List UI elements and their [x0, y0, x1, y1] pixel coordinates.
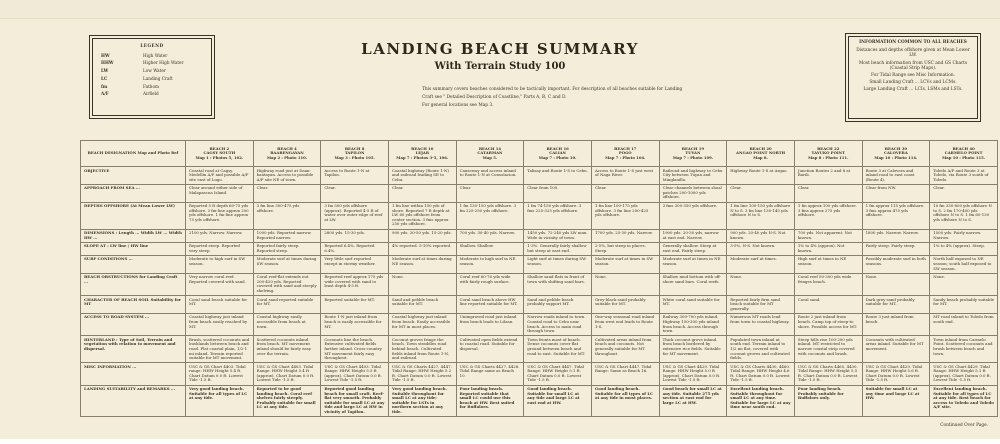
table-cell: USC & GS Charts 4427, 4447. Tidal Range: HHW Height 5.2 ft. Chart Datum 0.0 ft. Lowest Tide -1.5 ft. — [388, 363, 456, 385]
table-cell: Generally shallow. Steep at east end. Fairly steep. — [659, 242, 727, 255]
table-cell: 1000 yds. Reported narrow. Reported narrow. — [253, 229, 321, 242]
table-cell: Access to Route 1-S just west of Naga River. — [591, 167, 659, 185]
table-cell: Reported 6.4%. Reported 6.4%. — [321, 242, 389, 255]
beach-header — [456, 141, 524, 167]
table-cell: Reported good landing beach for small craft. Reef-flat very smooth. Probably suitable for small LC at any tide and large LC at HW in vicinity of Tapilon. — [321, 385, 389, 417]
row-label: LANDING SUITABILITY and REMARKS ... — [81, 385, 186, 417]
table-cell: 4% reported. 5-10% reported. — [388, 242, 456, 255]
table-row — [81, 273, 998, 295]
table-cell: Talisay and Route 1-S to Cebu. — [524, 167, 592, 185]
page-subtitle: With Terrain Study 100 — [434, 61, 566, 72]
table-cell: One-way seasonal road inland from west end leads to Route 1-S. — [591, 313, 659, 335]
row-label: CHARACTER OF BEACH SOIL Suitability for MT — [81, 296, 186, 314]
table-cell: Route 3 at Calovera and inland road to east coast (Route 4). — [862, 167, 930, 185]
table-cell: Town inland from Carmelo Point. Scattered coconuts and brush between beach and town. — [930, 336, 998, 363]
table-row — [81, 167, 998, 185]
table-cell: 1% to 4% (approx). Steep. — [930, 242, 998, 255]
table-cell: USC & GS Charts 4465, 4430. Tidal Range: HHW Height 5.5 ft. Chart Datum 0.0 ft. Lowest Tide -1.5 ft. — [794, 363, 862, 385]
table-cell: Shallow sand flats in front of town with shifting sand bars. — [524, 273, 592, 295]
table-cell: Coral sand reported suitable for MT. — [253, 296, 321, 314]
table-cell: 1 fm line within 150 yds of shore. Reported 7 ft depth at LW 60 yds offshore from center section. 3 fms approx 250 yds offshore. — [388, 202, 456, 229]
table-cell: Coastal highway just inland from beach easily reached by MT. — [186, 313, 254, 335]
table-cell: Reported to be good landing beach. Coral reef shelves fairly steeply. Probably suitable for small LC at any tide. — [253, 385, 321, 417]
legend-abbr: LW — [101, 68, 109, 74]
row-label: BEACH OBSTRUCTIONS for Landing Craft ... — [81, 273, 186, 295]
beach-header — [930, 141, 998, 167]
beach-name: BEACH 40 — [952, 145, 975, 151]
table-cell: Poor landing beach. Reported suitable that small LC could use this beach at HW. Best suited for Buffaloes. — [456, 385, 524, 417]
table-cell: Very little surf reported except in stormy weather. — [321, 255, 389, 273]
row-label: SLOPE AT : LW line / HW line — [81, 242, 186, 255]
table-cell: 2800 yds. 15-30 yds. — [321, 229, 389, 242]
table-cell: Brush, scattered coconuts and bushlands between beach and road. Flat coastal plain, 1/2-1 mi inland. Terrain reported suitable for MT movement. — [186, 336, 254, 363]
table-cell: Highway road just at Daan-bantayan. Access to possible A/F site NE of town. — [253, 167, 321, 185]
table-row — [81, 296, 998, 314]
table-cell: None. — [591, 273, 659, 295]
table-cell: Coconut groves fringe the beach. Town straddles road behind beach. Cultivated fields inland from Route 1-N, and railroad. — [388, 336, 456, 363]
table-cell: 3 fm 500 yds offshore (approx). Reported 4-5 ft of water over outer edge of reef at LW. — [321, 202, 389, 229]
table-cell: Shallow. Shallow. — [456, 242, 524, 255]
table-cell: 900 yds. 20-40 yds N-S. Not known. — [727, 229, 795, 242]
table-cell: USC & GS Chart 4429. Tidal Range: HHW Height 5.1 ft (approx). Chart Datum 0.0 ft. Lowest Tide -1.5 ft. — [930, 363, 998, 385]
table-cell: Good landing beach. Suitable for all types of LC at any tide in most places. — [591, 385, 659, 417]
row-label: ACCESS TO ROAD SYSTEM ... — [81, 313, 186, 335]
table-cell: Numerous MT roads lead from town to coastal highway. — [727, 313, 795, 335]
beach-header — [727, 141, 795, 167]
table-cell: 700 yds. Not apparent. Not known. — [794, 229, 862, 242]
table-cell: Moderate to high surf in SW season. — [186, 255, 254, 273]
beach-header — [794, 141, 862, 167]
table-cell: 1700 yds. 25-30 yds. Narrow. — [591, 229, 659, 242]
beach-name: BEACH 19 — [681, 145, 705, 151]
table-cell: Moderate surf at times in SW season. — [591, 255, 659, 273]
table-cell: USC & GS Charts 4430, 4460. Tidal Range: HHW Height 4.6 ft. Chart Datum 0.0 ft. Lowest Tide -1.5 ft. — [727, 363, 795, 385]
info-line: Distances and depths offshore given at Mean Lower LW. — [856, 48, 970, 59]
info-line: Most beach information from USC and GS Charts (Coastal Strip Maps). — [858, 60, 968, 71]
beach-name: BEACH 22 — [817, 145, 840, 151]
table-cell: Clear. — [456, 184, 524, 202]
table-cell: 3 fms 300-350 yds offshore. — [659, 202, 727, 229]
table-cell: Coral sand beach above HW line reported suitable for MT. — [456, 296, 524, 314]
table-cell: Clear. — [591, 184, 659, 202]
row-label: DEPTHS OFFSHORE (At Mean Lower LW) — [81, 202, 186, 229]
table-cell: Clear around either side of Malapascua Island. — [186, 184, 254, 202]
table-cell: Good landing beach. Suitable for small LC at any tide and large LC at east end at HW. — [524, 385, 592, 417]
table-cell: Clear. — [253, 184, 321, 202]
beach-name: BEACH 4 — [277, 145, 297, 151]
table-cell: Coastal highway easily accessible from beach at town. — [253, 313, 321, 335]
table-cell: 1 fm line 100-175 yds offshore. 3 fm line 200-425 yds offshore. — [591, 202, 659, 229]
table-cell: None. — [388, 273, 456, 295]
table-cell: Coastal highway (Route 1-N) and railroad leading SE to Cebu. — [388, 167, 456, 185]
table-cell: Coral sand beach suitable for MT. — [186, 296, 254, 314]
beach-header — [253, 141, 321, 167]
table-cell: 1800 yds. Narrow. Narrow. — [862, 229, 930, 242]
legend-desc: High Water — [143, 52, 168, 58]
table-cell: Cultivated open fields extend to coastal road. Suitable for dispersal. — [456, 336, 524, 363]
beach-header — [186, 141, 254, 167]
table-cell: Junction Routes 2 and 8 at Barili. — [794, 167, 862, 185]
beach-ref: Map 10 : Photo 114. — [874, 154, 918, 160]
table-cell: 1 fm approx 115 yds offshore. 3 fms approx 475 yds offshore. — [862, 202, 930, 229]
row-label: DIMENSIONS : Length ... Width LW ... Width HW ... — [81, 229, 186, 242]
beach-place: TAPILON — [344, 150, 365, 156]
beach-header — [524, 141, 592, 167]
beach-header — [388, 141, 456, 167]
row-label: HINTERLAND : Type of Soil, Terrain and vegetation with relation to movement and dispersal. — [81, 336, 186, 363]
table-cell: Very narrow coral reef. Reported covered with sand. — [186, 273, 254, 295]
table-body — [81, 167, 998, 417]
beach-place: CATARMAN — [477, 150, 503, 156]
table-row — [81, 255, 998, 273]
beach-place: BAARENGAYAN — [270, 150, 304, 156]
row-label: OBJECTIVE — [81, 167, 186, 185]
beach-ref: Map 7 : Photo 10. — [538, 154, 577, 160]
table-cell: Town fronts most of beach. Dense coconuts cover flat ground between beach and road to east. Suitable for MT. — [524, 336, 592, 363]
table-cell: Coral reef-flat extends out 200-420 yds. Reported covered with sand and steeply shelving. — [253, 273, 321, 295]
table-cell: Clear. — [321, 184, 389, 202]
table-cell: Sandy beach probably suitable for MT. — [930, 296, 998, 314]
info-title: INFORMATION COMMON TO ALL BEACHES — [859, 40, 967, 45]
beach-ref: Map 7 : Photo 109. — [672, 154, 714, 160]
beach-place: ANGAO POINT NORTH — [736, 150, 786, 156]
table-cell: Coconuts with cultivated areas inland. Suitable for MT movement. — [862, 336, 930, 363]
table-area — [80, 0, 998, 429]
table-cell: Scattered coconuts inland from beach. MT movement inland should be fairly easy over the terrain. — [253, 336, 321, 363]
beach-name: BEACH 10 — [411, 145, 434, 151]
table-cell: Coral sand. — [794, 296, 862, 314]
table-cell: Sand and pebble beach probably support MT. — [524, 296, 592, 314]
legend-abbr: HHW — [101, 60, 114, 66]
table-cell: USC & GS Chart 4403. Tidal range: HHW Height 5.4 ft. Chart Datum 0.0 ft. Lowest Tide -1.5 ft. — [186, 363, 254, 385]
table-cell: 2-5%, but steep in places. Steep. — [591, 242, 659, 255]
beach-name: BEACH 17 — [614, 145, 637, 151]
table-cell: Access to Route 1-N at Tapilon. — [321, 167, 389, 185]
table-row — [81, 229, 998, 242]
beach-ref: Map 7 : Photo 104. — [605, 154, 646, 160]
table-cell: Reported 5 ft depth 60-75 yds offshore. 3 fm-line approx 200 yds offshore. 1 fm-line approx 75 yds offshore. — [186, 202, 254, 229]
beach-ref: Map 8. — [753, 154, 768, 160]
table-cell: USC & GS Chart 4403. Tidal Range: HHW Height 5.4 ft (approx). Chart Datum 0.0 ft. Lowest Tide -1.5 ft. — [253, 363, 321, 385]
table-cell: MT road inland to Toledo from south end. — [930, 313, 998, 335]
table-cell: Very good landing beach. Suitable throughout for small LC at any tide; suitable for LSTs in northern section at any tide. — [388, 385, 456, 417]
table-cell: Route 2 just inland from beach. Camp top of steep-to shore. Possible access for MT. — [794, 313, 862, 335]
beach-name: BEACH 20 — [749, 145, 772, 151]
table-cell: USC & GS Chart 4447. Tidal Range: HHW Height 5.1 ft. Chart Datum 0.0 ft. Lowest Tide -1.5 ft. — [524, 363, 592, 385]
table-cell: Excellent landing beach. Suitable for all types of LC at any tide. Best beach for access to Toledo and Toledo A/F site. — [930, 385, 998, 417]
table-cell: Moderate to high surf in NE season. — [456, 255, 524, 273]
beach-header — [862, 141, 930, 167]
table-cell: 10 fm 330-800 yds offshore N to S. 2 fm 170-400 yds offshore N to S. 1 fm 60-130 yds offshore N to S. — [930, 202, 998, 229]
table-cell: White coral sand suitable for MT. — [659, 296, 727, 314]
table-cell: USC & GS Chart 4447. Tidal Range: Same as Beach 16. — [591, 363, 659, 385]
note-line: For general locations see Map 3. — [422, 103, 494, 108]
table-cell: Clear. — [727, 184, 795, 202]
table-cell: 3 fm line 300-475 yds offshore. — [253, 202, 321, 229]
beach-ref: Map 2 : Photo 110. — [266, 154, 308, 160]
table-cell: Moderate surf at times during SW season. — [253, 255, 321, 273]
table-cell: 1 fm line 100-150 yds offshore N to S. 3 fm line 130-145 yds offshore N to S. — [727, 202, 795, 229]
beach-ref: Map 7 : Photos 3-5, 106. — [396, 154, 449, 160]
legend-desc: Landing Craft — [143, 75, 173, 81]
table-cell: Highway Route 1-S at Argao. — [727, 167, 795, 185]
table-cell: Unimproved road just inland from beach leads to Liloan. — [456, 313, 524, 335]
table-cell: Sand and pebble beach suitable for MT. — [388, 296, 456, 314]
beach-summary-table — [80, 140, 998, 417]
table-cell: Shallow mud bottom with off-shore sand bars. Coral reefs. — [659, 273, 727, 295]
legend-abbr: fm — [101, 83, 108, 89]
page-title: LANDING BEACH SUMMARY — [361, 40, 639, 58]
table-cell: Populated town inland at south end. Terrain inland to 1/2 mi flat, covered with coconut groves and cultivated fields. — [727, 336, 795, 363]
table-cell: USC & GS Chart 4429. Tidal Range: HHW Height 5.6 ft. Chart Datum 0.0 ft. Lowest Tide -1.5 ft. — [862, 363, 930, 385]
note-line: Craft see " Detailed Description of Coastline," Parts A, B, C and D. — [422, 95, 567, 100]
table-cell: Clear from NW. — [862, 184, 930, 202]
table-cell: Moderate surf at times during NE season. — [388, 255, 456, 273]
table-cell: Coral reef 60-76 yds wide with fairly rough surface. — [456, 273, 524, 295]
table-cell: Moderate surf at times in NE season. — [659, 255, 727, 273]
table-cell: Causeway and access inland to Route 1-N at Consolacion. — [456, 167, 524, 185]
table-cell: Dark grey sand probably suitable for MT. — [862, 296, 930, 314]
beach-place: TUYAN — [685, 150, 701, 156]
table-cell: Fairly steep. Fairly steep. — [862, 242, 930, 255]
table-cell: Route 1-N just inland from beach is easily accessible for MT. — [321, 313, 389, 335]
table-cell: Reported fairly steep. Reported steep. — [253, 242, 321, 255]
beach-place: CARMELO POINT — [944, 150, 983, 156]
table-cell: Railway 300-700 yds inland. Highway 150-300 yds inland from beach. Access through town. — [659, 313, 727, 335]
table-cell: Thick coconut grove inland from beach bordered by extensive rice fields. Suitable for MT movement. — [659, 336, 727, 363]
table-cell: Toledo A/F and Route 3 at Toledo, via Route 3 south of Toledo. — [930, 167, 998, 185]
row-label: SURF CONDITIONS ... — [81, 255, 186, 273]
table-cell: Coral reef 50-300 yds wide fringes beach. — [794, 273, 862, 295]
row-label: APPROACH FROM SEA ... — [81, 184, 186, 202]
table-cell: Reported reef approx 175 yds wide covered with sand to least depth 4-5 ft. — [321, 273, 389, 295]
table-cell: USC & GS Charts 4427, 4428. Tidal Range same as Beach 10. — [456, 363, 524, 385]
table-cell: 1 fm approx 100 yds offshore. 3 fms approx 275 yds offshore. — [794, 202, 862, 229]
table-cell: 1 fm 74-150 yds offshore. 3 fms 225-325 yds offshore. — [524, 202, 592, 229]
beach-ref: Map 1 : Photos 5, 102. — [195, 154, 244, 160]
beach-ref: Map 8 : Photo 111. — [808, 154, 849, 160]
beach-place: CALIAN — [549, 150, 567, 156]
table-cell: Clear from 100. — [524, 184, 592, 202]
legend-desc: Fathom — [143, 83, 159, 89]
beach-name: BEACH 14 — [478, 145, 502, 151]
beach-name: BEACH 30 — [884, 145, 908, 151]
beach-header — [321, 141, 389, 167]
table-cell: None. — [930, 273, 998, 295]
table-cell: Suitable for small LC at any time and large LC at HW. — [862, 385, 930, 417]
table-cell: Coastal road at Cagsy. Medellin A/F and possible A/F site east of Lugo. — [186, 167, 254, 185]
beach-name: BEACH 8 — [344, 145, 365, 151]
table-cell: Possibly moderate surf in both seasons. — [862, 255, 930, 273]
table-cell: 1450 yds. 72-240 yds LW max. Wide in vicinity of town. — [524, 229, 592, 242]
header-row — [81, 141, 998, 167]
info-line: Large Landing Craft ... LCIs, LSMs and LSTs. — [863, 87, 963, 93]
table-cell: Clear. — [794, 184, 862, 202]
table-cell: USC & GS Chart 4403. Tidal Range: HHW Height 5.5 ft (approx). Chart Datum 0.0 ft. Lowest Tide -1.5 ft. — [321, 363, 389, 385]
table-row — [81, 242, 998, 255]
table-cell: USC & GS Chart 4429. Tidal Range: HHW Height 5.0 ft (approx). Chart Datum 0.0 ft. Lowest Tide -1.5 ft. — [659, 363, 727, 385]
legend-title: LEGEND — [140, 43, 164, 48]
beach-place: CALOVERA — [883, 150, 908, 156]
beach-place: TAYUKO POINT — [811, 150, 845, 156]
table-cell: 700 yds. 30-40 yds. Narrow. — [456, 229, 524, 242]
table-cell: Good beach for small LC at any tide. Suitable 275 yds section at east end for large LC at HW. — [659, 385, 727, 417]
table-cell: Steep hills rise 100-200 yds inland. MT restricted to narrow coastal strip covered with coconuts and brush. — [794, 336, 862, 363]
table-cell: Clear. — [388, 184, 456, 202]
table-cell: Clear channels between shoal patches 200-1000 yds offshore. — [659, 184, 727, 202]
table-cell: 1500 yds. Fairly narrow. Narrow. — [930, 229, 998, 242]
table-cell: Reported suitable for MT. — [321, 296, 389, 314]
legend-abbr: HW — [101, 52, 110, 58]
table-cell: 1-3%. Generally fairly shallow but steep at east end. — [524, 242, 592, 255]
beach-header — [591, 141, 659, 167]
table-cell: Poor landing beach. Probably suitable for Buffaloes only. — [794, 385, 862, 417]
table-cell: Railroad and highway to Cebu City between Tuyan and Minglanilla. — [659, 167, 727, 185]
table-cell: None. — [862, 273, 930, 295]
legend-abbr: A/F — [101, 91, 109, 97]
table-cell: 1 fm 130-150 yds offshore. 3 fm 225-250 yds offshore. — [456, 202, 524, 229]
table-cell: 3-5%, N-S. Not known. — [727, 242, 795, 255]
beach-place: CAGSY SOUTH — [203, 150, 236, 156]
beach-ref: Map 5. — [482, 154, 498, 160]
legend-abbr: LC — [101, 75, 108, 81]
table-cell: Reported fairly firm sand beach suitable for MT generally. — [727, 296, 795, 314]
table-cell: None. — [727, 273, 795, 295]
table-row — [81, 385, 998, 417]
corner-header: BEACH DESIGNATION Map and Photo Ref — [81, 141, 186, 167]
note-line: This summary covers beaches considered to be tactically important. For description of all beaches suitable for Landing — [422, 87, 683, 92]
table-cell: Moderate surf at times. — [727, 255, 795, 273]
table-cell: Very good landing beach. Suitable for all types of LC at any tide. — [186, 385, 254, 417]
table-cell: Reported steep. Reported very steep. — [186, 242, 254, 255]
table-cell: 2100 yds. Narrow. Narrow. — [186, 229, 254, 242]
table-cell: 900 yds. 30-50 yds. 15-20 yds. — [388, 229, 456, 242]
legend-desc: Airfield — [143, 91, 159, 97]
table-row — [81, 336, 998, 363]
info-line: For Tidal Range see Misc Information. — [871, 73, 955, 79]
table-row — [81, 363, 998, 385]
table-cell: Light surf at times during SW season. — [524, 255, 592, 273]
beach-name: BEACH 2 — [209, 145, 230, 151]
legend-desc: Low Water — [143, 68, 166, 74]
beach-ref: Map 10 : Photo 115. — [942, 154, 986, 160]
table-cell: High surf at times in NE season. — [794, 255, 862, 273]
info-line: Small Landing Craft ... LCVs and LCMs. — [869, 80, 957, 86]
beach-place: LEJAR — [415, 150, 430, 156]
table-cell: Route 3 just inland from beach. — [862, 313, 930, 335]
table-cell: Cultivated areas inland from beach and coconuts. Not generally suitable for MT throughout. — [591, 336, 659, 363]
table-row — [81, 313, 998, 335]
table-row — [81, 184, 998, 202]
table-cell: Narrow roads inland to town. Coastal road to Cebu near beach. Access to main road through town. — [524, 313, 592, 335]
table-cell: 1% to 4% (approx). Not known. — [794, 242, 862, 255]
table-row — [81, 202, 998, 229]
table-cell: Excellent landing beach. Suitable throughout for small LC at any time. Suitable for large LC at any time near south end. — [727, 385, 795, 417]
table-cell: North half exposed to NE season; south half exposed to SW season. — [930, 255, 998, 273]
table-cell: Coconuts line the beach. Extensive cultivated fields farther inland. Cross-country MT movement fairly easy throughout. — [321, 336, 389, 363]
beach-place: POGO — [618, 150, 632, 156]
table-cell: 1900 yds. 20-30 yds, narrow at east end. Narrow. — [659, 229, 727, 242]
table-cell: Grey-black sand probably suitable for MT. — [591, 296, 659, 314]
row-label: MISC INFORMATION ... — [81, 363, 186, 385]
beach-ref: Map 3 : Photo 105. — [334, 154, 375, 160]
continued-note: Continued Over Page. — [940, 423, 988, 429]
legend-desc: Higher High Water — [143, 60, 184, 66]
table-cell: Clear. — [930, 184, 998, 202]
beach-header — [659, 141, 727, 167]
beach-name: BEACH 16 — [546, 145, 569, 151]
table-cell: Coastal highway just inland from beach. Easily accessible for MT in most places. — [388, 313, 456, 335]
